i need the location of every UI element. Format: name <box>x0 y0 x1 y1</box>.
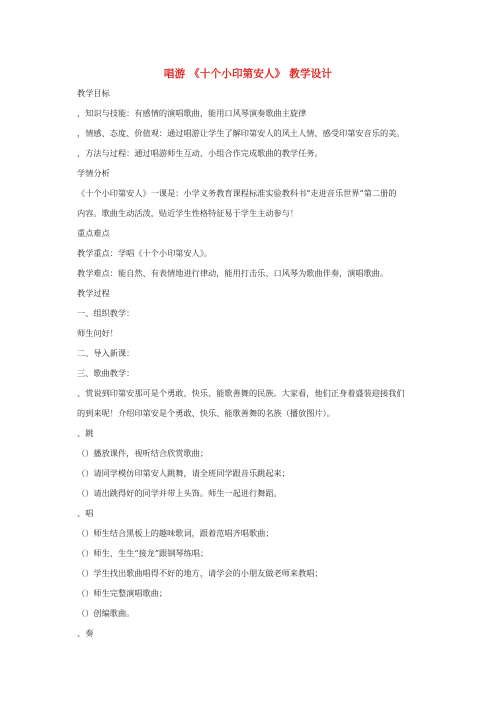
paragraph-line: 一、组织教学： <box>77 308 135 318</box>
paragraph-line: 教学重点：学唱《十个小印第安人》。 <box>77 248 213 258</box>
paragraph-line: 、跳 <box>77 428 94 438</box>
paragraph-line: 内容。歌曲生动活泼，贴近学生性格特征易于学生主动参与！ <box>77 208 299 218</box>
paragraph-line: 、奏 <box>77 628 94 638</box>
paragraph-line: （）播放课件，视听结合欣赏歌曲； <box>77 448 209 458</box>
paragraph-line: （）师生结合黑板上的趣味歌词，跟着范唱齐唱歌曲； <box>77 528 274 538</box>
document-title: 唱游 《十个小印第安人》 教学设计 <box>163 68 333 80</box>
paragraph-line: ，情感、态度、价值观：通过唱游让学生了解印第安人的风土人情，感受印第安音乐的美。 <box>77 128 405 138</box>
paragraph-line: （）请出跳得好的同学并带上头饰。师生一起进行舞蹈。 <box>77 488 282 498</box>
paragraph-line: 师生问好！ <box>77 328 118 338</box>
paragraph-line: （）师生、生生“接龙”跟钢琴练唱； <box>77 548 209 558</box>
paragraph-line: 、唱 <box>77 508 94 518</box>
heading-key-points: 重点难点 <box>77 228 110 238</box>
paragraph-line: （）师生完整演唱歌曲； <box>77 588 168 598</box>
heading-teaching-process: 教学过程 <box>77 288 110 298</box>
paragraph-line: 三、歌曲教学： <box>77 368 135 378</box>
paragraph-line: ，知识与技能：有感情的演唱歌曲，能用口风琴演奏歌曲主旋律 <box>77 108 307 118</box>
heading-teaching-goals: 教学目标 <box>77 88 110 98</box>
paragraph-line: 、赏说到印第安那可是个勇敢、快乐、能歌善舞的民族。大家看，他们正身着盛装迎接我们 <box>77 388 405 398</box>
paragraph-line: （）请同学模仿印第安人跳舞，请全班同学跟音乐跳起来； <box>77 468 290 478</box>
paragraph-line: ，方法与过程：通过唱游师生互动、小组合作完成歌曲的教学任务。 <box>77 148 323 158</box>
paragraph-line: （）学生找出歌曲唱得不好的地方，请学会的小朋友做老师来教唱； <box>77 568 323 578</box>
heading-learner-analysis: 学情分析 <box>77 168 110 178</box>
paragraph-line: 二、导入新课： <box>77 348 135 358</box>
paragraph-line: 《十个小印第安人》一课是：小学义务教育课程标准实验教科书“走进音乐世界”第二册的 <box>77 188 397 198</box>
paragraph-line: （）创编歌曲。 <box>77 608 135 618</box>
paragraph-line: 教学难点：能自然、有表情地进行律动，能用打击乐、口风琴为歌曲伴奏，演唱歌曲。 <box>77 268 389 278</box>
paragraph-line: 的到来呢！介绍印第安是个勇敢、快乐、能歌善舞的名族（播放图片）。 <box>77 408 335 418</box>
